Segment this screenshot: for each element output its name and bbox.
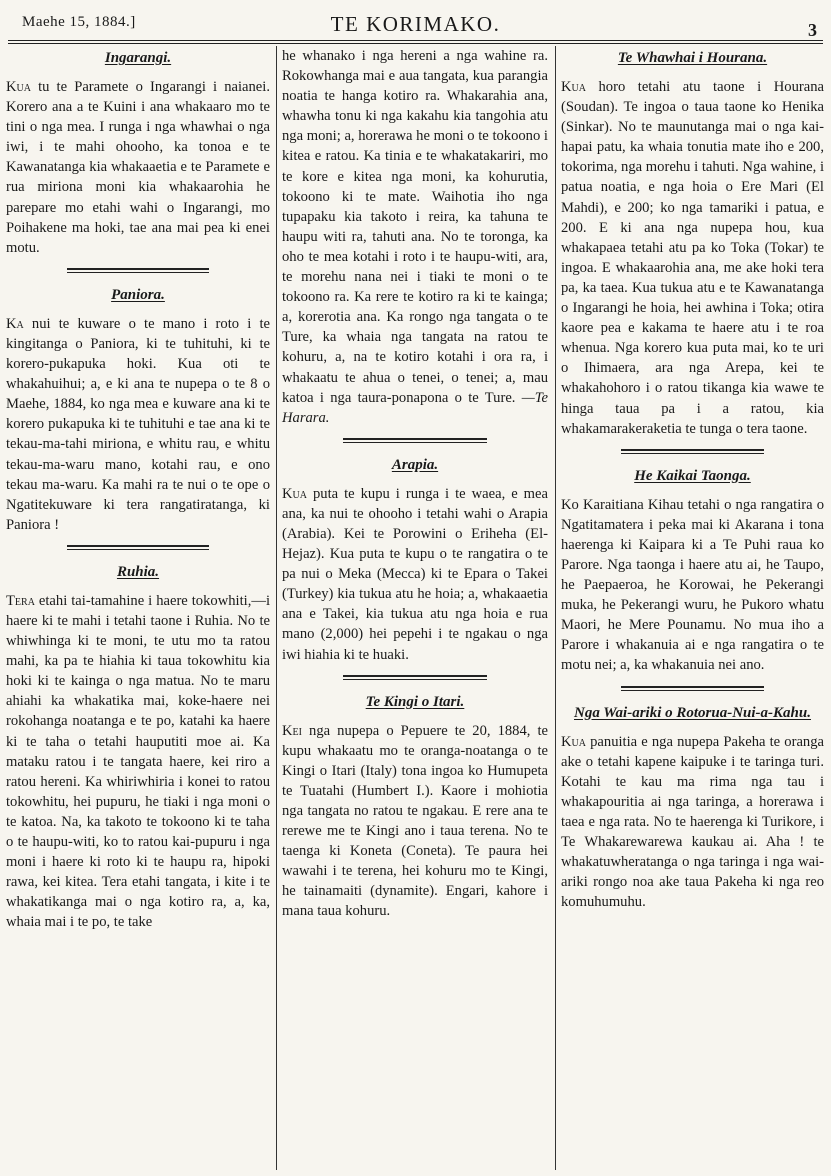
article-body: Kei nga nupepa o Pepuere te 20, 1884, te kupu whakaatu mo te oranga-noatanga o te Kingi o Itari (Italy) tona ingoa ko Humupeta te Tuatahi (Humbert I.). Kaore i mohiotia nga tangata no ratou te ngakau. E rere ana te rerewe me te Kingi ano i taua terena. No te taenga ki Koneta (Coneta). Te paura hei wawahi i te terena, hei kohuru mo te Kingi, he tainamaiti (dynamite). Engari, kahore i mana taua kohuru. [282,722,548,920]
article-separator [343,438,487,443]
article-separator [67,545,210,550]
article-separator [343,675,487,680]
drop-word: Kua [561,79,586,95]
article-body: Ko Karaitiana Kihau tetahi o nga rangatira o Ngatitamatera i peka mai ki Akarana i tona haerenga ki Kaipara ki a Te Puhi raua ko Parore. Nga taonga i haere atu ai, he Taupo, he Paepaeroa, he Korowai, he Pekerangi muka, he Pekerangi wuru, he Pukoro whatu Maori, he Mere Pounamu. No mua iho a Parore i whakanuia ai e nga rangatira o te motu nei; a, ka whakanuia nei ano. [561,496,824,674]
article-heading: Paniora. [111,286,165,303]
article-separator [67,268,210,273]
column-divider [555,46,556,1170]
article-heading: Te Whawhai i Hourana. [617,50,768,66]
article-body: Kua puta te kupu i runga i te waea, e mea ana, ka nui te ohooho i tetahi wahi o Arapia (Arabia). Kei te Porowini o Eriheha (El-Hejaz). Kua puta te kupu o te rangatira o te pa nui o Meka (Mecca) ki te Epara o Takei (Turkey) kia tukua atu he hoia; a, whakaaetia ana e Takei, kia tukua atu nga hoia e rua mano (2,000) hei pepehi i te ngakau o nga iwi hiahia ki te huaki. [282,485,548,663]
article-separator [621,449,763,454]
article-body: Kua horo tetahi atu taone i Hourana (Soudan). Te ingoa o taua taone ko Henika (Sinkar). No te maunutanga mai o nga kai-hapai patu, ka whaia tonutia mate iho e 200, tokorima, nga morehu i tahuti. Nga wahine, i patua noatia, e nga hoia o Ere Mari (El Mahdi), e 200; ko nga tamariki i patua, e 200. E ki ana nga nupepa hou, kua whakapaea tetahi atu pa ko Toka (Tokar) te ingoa. E whakaarohia ana, me ake hoki tera pa, ka taea. Kua tukua atu e te Kawanatanga o Ingarangi he hoia, hei awhina i Toka; otira kaore pea e kakama te haere atu i te roa whenua. Nga korero kua puta mai, ko te uri o Ihimaera, ara nga Arepa, kei te whakahohoro i o ratou tikanga kia wawe te hinga taua pa i a ratou, kia whakamarakeraketia te tunga o tera taone. [561,79,824,437]
column-3 [561,46,824,1172]
drop-word: Kua [6,79,31,95]
article-heading: Ingarangi. [104,50,172,66]
page-number: 3 [808,20,817,40]
article-body: Ka nui te kuware o te mano i roto i te kingitanga o Paniora, ki te tuhituhi, ki te korero-pukapuka hoki. Kua oti te whakahuihui; a, e ki ana te nupepa o te 8 o Maehe, 1884, ko nga mea e kuware ana ki te korero pukapuka ki te tuhituhi e tae ana ki te tekau-ma-tahi miriona, e whitu rau, e whitu tekau-ma-waru mano, kotahi rau, e ono tekau ma-waru. Ka mahi ra te nui o te ope o Ngatitekuware ki tera rangatiratanga, ki Paniora ! [6,315,270,533]
drop-word: Kei [282,722,302,739]
masthead-rule [8,40,823,44]
article-separator [621,686,763,691]
issue-date: Maehe 15, 1884.] [22,14,136,30]
drop-word: Kua [561,733,586,750]
column-2 [282,46,548,1172]
article-heading: Arapia. [391,456,439,473]
article-body-continued: he whanako i nga hereni a nga wahine ra. Rokowhanga mai e aua tangata, kua parangia noatia te hanga kotiro ra. Whakarahia ana, whawha tonu ki nga kakahu kia tangohia atu nga moni; a, horerawa he moni o te tokoono i kitea e ratou. Ka tinia e te whakatakariri, mo te kore e kitea nga moni, ka kohurutia, tokoono ki te mate. Waihotia iho nga tupapaku kia takoto i reira, ka tahuna te haupu witi ra, tahuti ana. No te toronga, ka oho te mea kotahi i roto i te haupu-witi, ara, te morehu nana nei i tiaki te moni o te tokoono ra. Ka rere te kotiro ra ki te kainga; a, korerotia ana. Ka rongo nga tangata o te Ture, ka whaia nga tangata na ratou te kohuru, a, na te kotiro kotahi i ora ra, i whakaatu te ahua o tenei, o tenei; a, mau katoa i nga taura-ponapona o te Ture. —Te Harara. [282,48,548,426]
article-body: Tera etahi tai-tamahine i haere tokowhiti,—i haere ki te mahi i tetahi taone i Ruhia. No te whiwhinga ki te moni, te utu mo ta ratou mahi, ka pa te hiahia ki taua tokowhitu kia hoki ki te kainga o nga matua. No te maru ahiahi ka whakatika mai, koke-haere nei rokohanga noatanga e te po, katahi ka haere ki te taha o tetahi hauputiti moe ai. Ka mataku ratou i te tangata haere, kei riro a ratou hereni. Ka whiriwhiria i konei to ratou tokowhitu, hei pupuru, he tiaki i nga moni o te katoa. Na, ka takoto te tokoono ki te taha o te haupu-witi, ko to ratou kai-pupuru i nga moni i haere ki roto ki te haupu ra, hipoki rawa, kei kitea. Tera etahi tangata, i kite i te whakatikanga mai o nga kotiro ra, a, ka, whaia mai i te po, te take [6,592,270,931]
drop-word: Tera [6,592,35,609]
article-heading: Nga Wai-ariki o Rotorua-Nui-a-Kahu. [574,704,811,721]
article-attribution: —Te Harara. [282,389,548,426]
article-heading: Ruhia. [116,563,160,580]
column-divider [276,46,277,1170]
drop-word: Ka [6,315,24,332]
newspaper-title: TE KORIMAKO. [330,12,501,36]
article-heading: He Kaikai Taonga. [634,467,751,484]
article-body: Kua tu te Paramete o Ingarangi i naianei. Korero ana a te Kuini i ana whakaaro mo te tini o nga mea. I runga i nga whawhai o nga iwi, i te mahi ohooho, ka tonoa e te Kawanatanga kia whakaaetia e te Paramete e rua miriona moni kia whakaarohia he parepare mo etahi wahi o Ingarangi, mo Poihakene ma hoki, tae ana mai pea ki enei motu. [6,79,270,256]
drop-word: Kua [282,485,307,502]
article-heading: Te Kingi o Itari. [365,693,465,710]
column-1 [6,46,270,1172]
masthead [0,0,831,44]
article-body: Kua panuitia e nga nupepa Pakeha te oranga ake o tetahi kapene kaipuke i te taringa turi. Kotahi te kau ma rima nga tau i whakapouritia ai nga taringa, a horerawa i taea e nga rata. No te haerenga ki Turikore, i Te Whakarewarewa kaukau ai. Aha ! te whakatuwheratanga o nga taringa i nga wai-ariki rongo noa ake taua Pakeha ki nga reo komuhumuhu. [561,733,824,911]
